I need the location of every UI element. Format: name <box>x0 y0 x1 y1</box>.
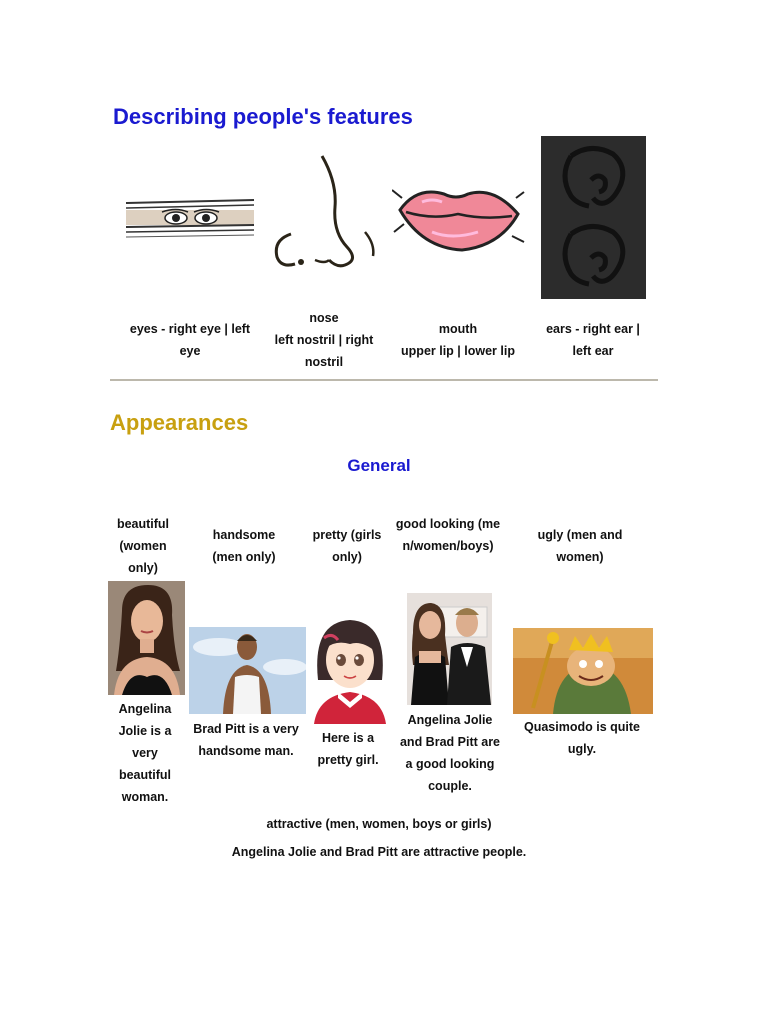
eyes-icon <box>124 195 256 241</box>
pretty-girl-illustration <box>310 618 390 724</box>
nose-icon <box>267 152 382 272</box>
angelina-photo <box>108 581 185 695</box>
attractive-label: attractive (men, women, boys or girls) <box>266 817 492 831</box>
eyes-caption: eyes - right eye | left eye <box>129 322 251 358</box>
example-pretty: Here is a pretty girl. <box>317 731 379 767</box>
word-ugly: ugly (men and women) <box>537 528 623 564</box>
general-subheading: General <box>347 456 411 475</box>
word-good-looking: good looking (men/women/boys) <box>395 517 501 553</box>
mouth-caption: mouth upper lip | lower lip <box>401 322 515 358</box>
ears-caption: ears - right ear | left ear <box>546 322 640 358</box>
nose-caption: nose left nostril | right nostril <box>274 311 374 369</box>
word-handsome: handsome (men only) <box>212 528 276 564</box>
word-beautiful: beautiful (women only) <box>116 517 170 575</box>
couple-photo <box>407 593 492 705</box>
mouth-icon <box>392 180 526 258</box>
quasimodo-illustration <box>513 628 653 714</box>
example-handsome: Brad Pitt is a very handsome man. <box>193 722 299 758</box>
example-good-looking: Angelina Jolie and Brad Pitt are a good looking couple. <box>399 713 501 793</box>
example-beautiful: Angelina Jolie is a very beautiful woman. <box>118 702 172 804</box>
page-title: Describing people's features <box>113 104 413 129</box>
word-pretty: pretty (girls only) <box>312 528 382 564</box>
ear-icon <box>541 136 646 299</box>
attractive-example: Angelina Jolie and Brad Pitt are attractive people. <box>231 845 527 859</box>
appearances-heading: Appearances <box>110 410 249 435</box>
brad-pitt-photo <box>189 627 306 714</box>
example-ugly: Quasimodo is quite ugly. <box>524 720 640 756</box>
section-divider <box>110 379 658 381</box>
